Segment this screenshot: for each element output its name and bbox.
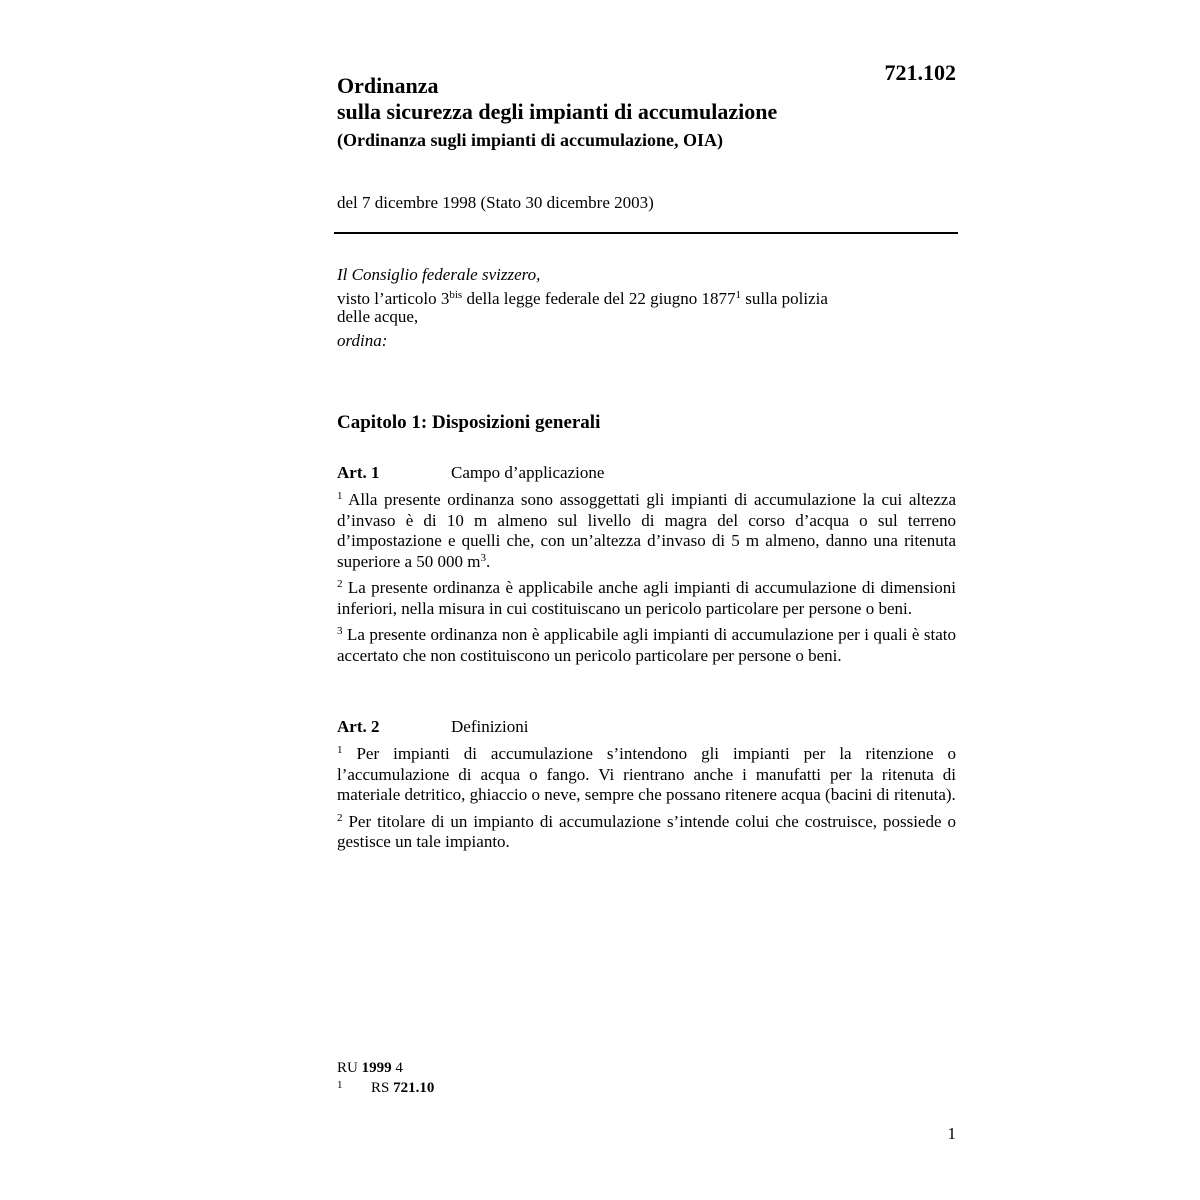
- document-title: [337, 73, 897, 125]
- header-divider: [334, 232, 958, 234]
- title-line-2: sulla sicurezza degli impianti di accumulazione: [337, 99, 778, 124]
- document-short-title: (Ordinanza sugli impianti di accumulazione, OIA): [337, 130, 724, 150]
- preamble: [337, 263, 956, 353]
- footnote-ref-1[interactable]: 1: [735, 289, 742, 301]
- sr-number: 721.102: [884, 60, 956, 85]
- article-2-number: Art. 2: [337, 717, 380, 736]
- official-compilation-reference: RU 1999 4: [337, 1060, 403, 1076]
- article-1-title: Campo d’applicazione: [451, 463, 605, 482]
- preamble-authority: Il Consiglio federale svizzero,: [337, 265, 541, 284]
- article-2-paragraph-2: $^2$ Per titolare di un impianto di accumulazione s’intende colui che costruisce, possiede o gestisce un tale impianto.: [337, 811, 956, 851]
- footnotes: [337, 1058, 737, 1098]
- footnote-1-mark: 1: [337, 1079, 343, 1091]
- chapter-heading: Capitolo 1: Disposizioni generali: [337, 412, 601, 433]
- preamble-legal-basis-line-1: visto l’articolo $3^{bis}$ della legge federale del 22 giugno 1877$^1$ sulla polizia: [337, 289, 828, 308]
- article-1-paragraph-2: $^2$ La presente ordinanza è applicabile anche agli impianti di accumulazione di dimensioni inferiori, nella misura in cui costituiscano un pericolo particolare per persone o beni.: [337, 578, 956, 618]
- page-number: 1: [947, 1124, 956, 1143]
- document-date: del 7 dicembre 1998 (Stato 30 dicembre 2003): [337, 193, 654, 212]
- title-line-1: Ordinanza: [337, 73, 439, 98]
- footnote-1: [337, 1078, 737, 1098]
- preamble-legal-basis-line-2: delle acque,: [337, 307, 419, 326]
- article-1-paragraph-3: $^3$ La presente ordinanza non è applicabile agli impianti di accumulazione per i quali è stato accertato che non costituiscono un pericolo particolare per persone o beni.: [337, 625, 956, 665]
- article-2: [337, 716, 956, 853]
- article-1: [337, 462, 956, 666]
- article-2-paragraph-1: $^1$ Per impianti di accumulazione s’intendono gli impianti per la ritenzione o l’accumulazione di acqua o fango. Vi rientrano anche i manufatti per la ritenuta di materiale detritico, ghiaccio o neve, sempre che possano ritenere acqua (bacini di ritenuta).: [337, 744, 956, 804]
- article-1-number: Art. 1: [337, 463, 380, 482]
- preamble-enactment: ordina:: [337, 331, 388, 350]
- superscript-bis: bis: [449, 289, 463, 301]
- article-1-paragraph-1: $^1$ Alla presente ordinanza sono assoggettati gli impianti di accumulazione la cui altezza d’invaso è di 10 m almeno sul livello di magra del corso d’acqua o sul terreno d’impostazione e quelli che, con un’altezza d’invaso di 5 m almeno, danno una ritenuta superiore a 50 000 $m^3$.: [337, 490, 956, 571]
- article-1-heading: [337, 462, 956, 484]
- footnote-1-text[interactable]: RS 721.10: [371, 1080, 435, 1096]
- article-2-title: Definizioni: [451, 717, 529, 736]
- article-2-heading: [337, 716, 956, 738]
